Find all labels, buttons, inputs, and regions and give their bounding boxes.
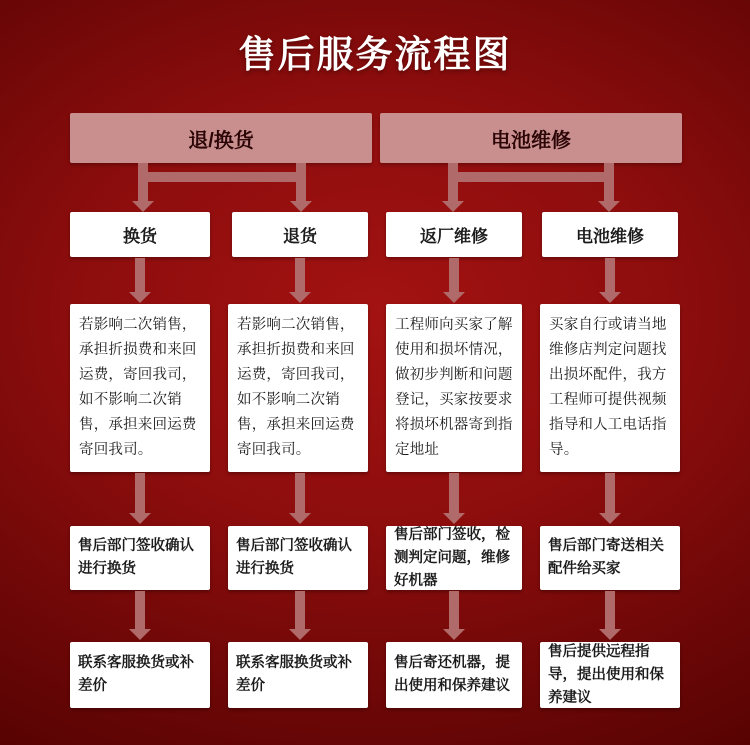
node-factory-repair-step4: 售后寄还机器，提出使用和保养建议 bbox=[386, 642, 522, 708]
arrow-factory-repair-3-4 bbox=[443, 591, 465, 641]
arrow-battery-repair-2-3 bbox=[599, 473, 621, 525]
arrow-group-to-battery-repair bbox=[598, 178, 620, 212]
node-factory-repair-step1: 返厂维修 bbox=[386, 212, 522, 257]
node-exchange-step4: 联系客服换货或补差价 bbox=[70, 642, 210, 708]
node-battery-repair-step1: 电池维修 bbox=[542, 212, 678, 257]
arrow-return-1-2 bbox=[289, 258, 311, 304]
node-factory-repair-step3: 售后部门签收，检测判定问题，维修好机器 bbox=[386, 526, 522, 590]
node-exchange-step2: 若影响二次销售，承担折损费和来回运费，寄回我司，如不影响二次销售，承担来回运费寄回我司。 bbox=[70, 304, 210, 472]
node-battery-repair-step3: 售后部门寄送相关配件给买家 bbox=[540, 526, 680, 590]
arrow-exchange-2-3 bbox=[129, 473, 151, 525]
node-return-step4: 联系客服换货或补差价 bbox=[228, 642, 368, 708]
node-exchange-step3: 售后部门签收确认进行换货 bbox=[70, 526, 210, 590]
arrow-group-to-factory-repair bbox=[442, 178, 464, 212]
page-title: 售后服务流程图 bbox=[238, 34, 512, 75]
node-return-step2: 若影响二次销售，承担折损费和来回运费，寄回我司，如不影响二次销售，承担来回运费寄回我司。 bbox=[228, 304, 368, 472]
node-battery-repair-step4: 售后提供远程指导，提出使用和保养建议 bbox=[540, 642, 680, 708]
arrow-factory-repair-1-2 bbox=[443, 258, 465, 304]
connector-stem-2 bbox=[296, 163, 306, 177]
node-return-step3: 售后部门签收确认进行换货 bbox=[228, 526, 368, 590]
arrow-group-to-return bbox=[290, 178, 312, 212]
arrow-exchange-3-4 bbox=[129, 591, 151, 641]
connector-stem-4 bbox=[604, 163, 614, 177]
connector-bar-2 bbox=[448, 172, 614, 182]
arrow-group-to-exchange bbox=[132, 178, 154, 212]
arrow-return-2-3 bbox=[289, 473, 311, 525]
arrow-exchange-1-2 bbox=[129, 258, 151, 304]
node-return-step1: 退货 bbox=[232, 212, 368, 257]
node-battery-repair-step2: 买家自行或请当地维修店判定问题找出损坏配件，我方工程师可提供视频指导和人工电话指导。 bbox=[540, 304, 680, 472]
group-header-battery-repair: 电池维修 bbox=[380, 113, 682, 163]
connector-bar-1 bbox=[138, 172, 306, 182]
arrow-return-3-4 bbox=[289, 591, 311, 641]
arrow-factory-repair-2-3 bbox=[443, 473, 465, 525]
arrow-battery-repair-3-4 bbox=[599, 591, 621, 641]
arrow-battery-repair-1-2 bbox=[599, 258, 621, 304]
node-factory-repair-step2: 工程师向买家了解使用和损坏情况，做初步判断和问题登记，买家按要求将损坏机器寄到指定地址 bbox=[386, 304, 522, 472]
group-header-return-exchange: 退/换货 bbox=[70, 113, 372, 163]
node-exchange-step1: 换货 bbox=[70, 212, 210, 257]
